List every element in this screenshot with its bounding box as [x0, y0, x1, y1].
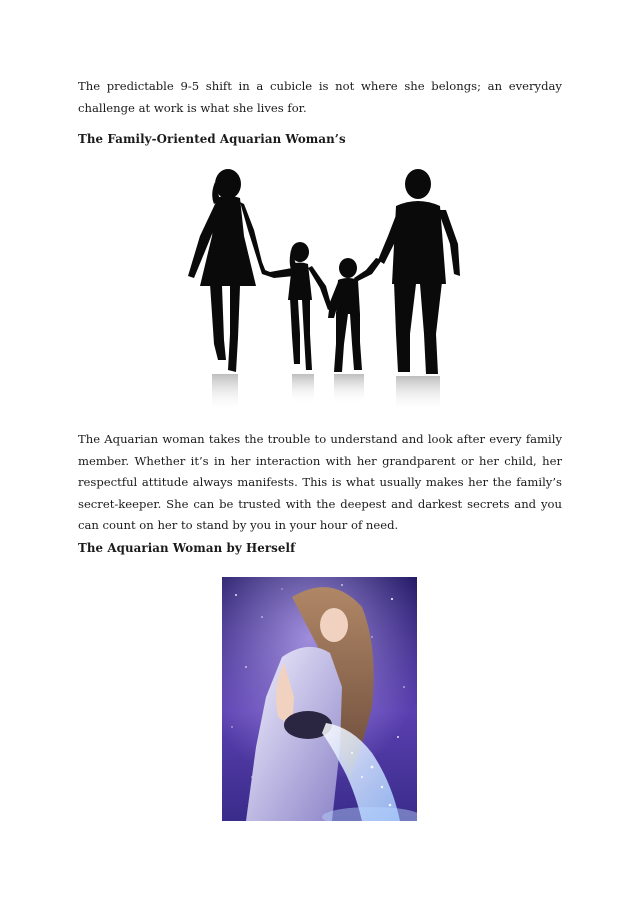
heading-family-oriented: The Family-Oriented Aquarian Woman’s [78, 132, 346, 146]
aquarius-woman-painting [222, 577, 417, 821]
girl-silhouette [260, 242, 332, 370]
intro-paragraph: The predictable 9-5 shift in a cubicle is not where she belongs; an everyday challenge at work is what she lives for. [78, 79, 562, 115]
boy-silhouette [328, 258, 382, 372]
man-silhouette [378, 169, 460, 374]
family-silhouette-illustration [170, 164, 470, 414]
woman-silhouette [188, 169, 266, 372]
family-paragraph: The Aquarian woman takes the trouble to understand and look after every family member. Whether it’s in her interaction with her grandparent or her child, her respectful attitude always manifests. This is what usually makes her the family’s secret-keeper. She can be trusted with the deepest and darkest secrets and you can count on her to stand by you in your hour of need. [78, 432, 562, 532]
heading-by-herself: The Aquarian Woman by Herself [78, 541, 296, 555]
ground-reflection [212, 374, 440, 412]
